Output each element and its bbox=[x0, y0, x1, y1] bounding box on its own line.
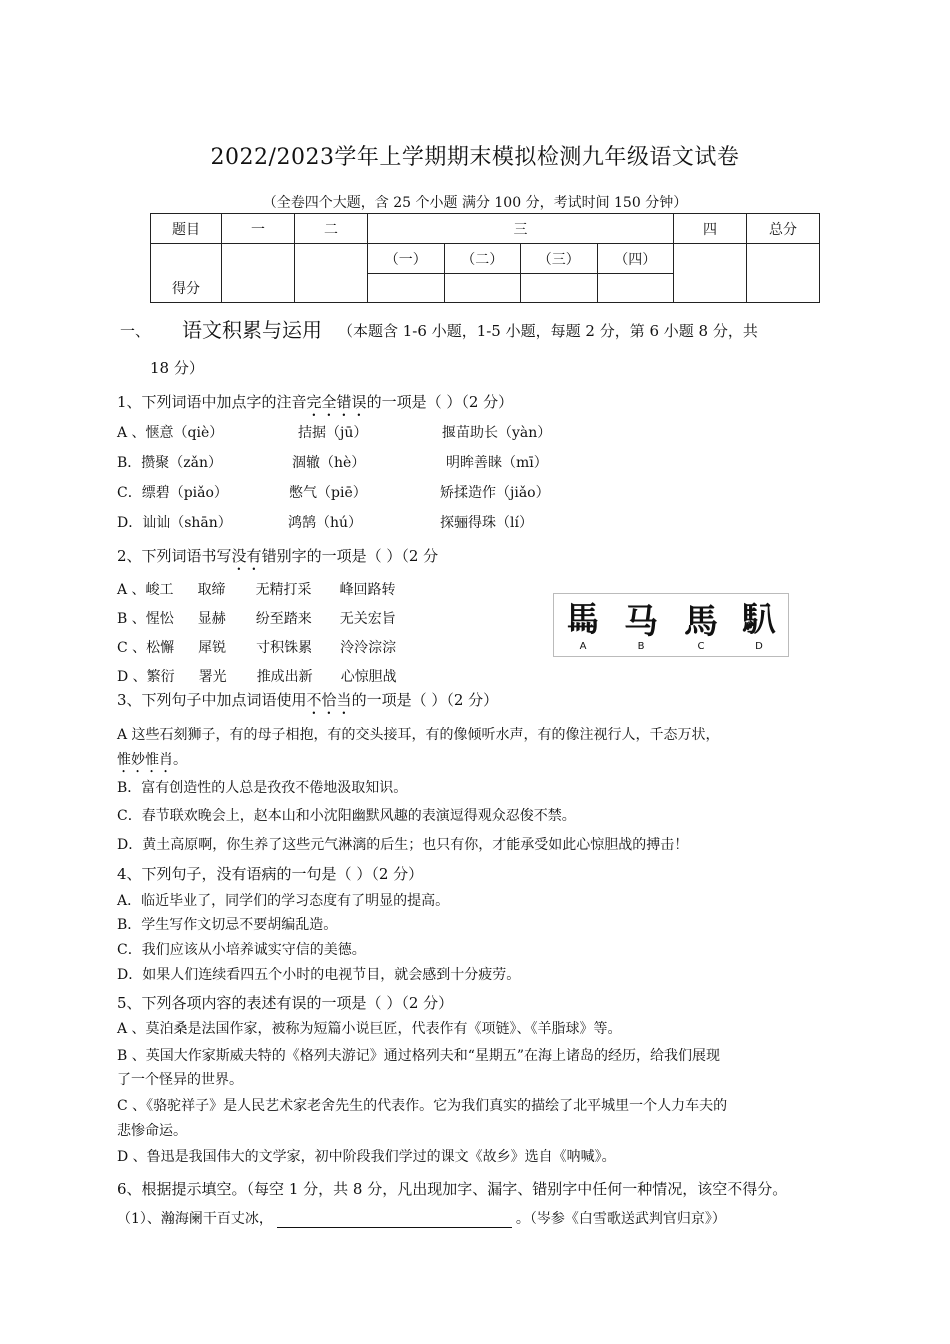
q3-option-b: B．富有创造性的人总是孜孜不倦地汲取知识。 bbox=[117, 780, 408, 796]
q2-option-d: D 、繁衍 署光 推成出新 心惊胆战 bbox=[117, 669, 397, 685]
q5-option-c-cont: 悲惨命运。 bbox=[117, 1123, 187, 1139]
exam-title: 2022/2023学年上学期期末模拟检测九年级语文试卷 bbox=[210, 145, 740, 170]
glyph-label-b: B bbox=[637, 641, 645, 652]
table-subheader-cell: （三） bbox=[521, 244, 598, 274]
score-cell[interactable] bbox=[597, 274, 674, 303]
glyph-d: 𩡩 bbox=[742, 599, 776, 640]
table-subheader-cell: （一） bbox=[368, 244, 445, 274]
score-cell[interactable] bbox=[295, 244, 368, 303]
q1-option-b: B．攒聚（zǎn） bbox=[117, 455, 223, 471]
q1-option-d: D．讪讪（shān） bbox=[117, 515, 232, 531]
score-cell[interactable] bbox=[747, 244, 820, 303]
q1-option-b-3: 明眸善睐（mī） bbox=[446, 455, 548, 471]
q3-option-a: A 这些石刻狮子，有的母子相抱，有的交头接耳，有的像倾听水声，有的像注视行人，千态万状， bbox=[117, 727, 720, 743]
q1-option-c-2: 憋气（piē） bbox=[289, 485, 367, 501]
score-cell[interactable] bbox=[444, 274, 521, 303]
section-note: （本题含 1-6 小题，1-5 小题，每题 2 分，第 6 小题 8 分，共 bbox=[338, 322, 758, 340]
score-cell[interactable] bbox=[521, 274, 598, 303]
score-cell[interactable] bbox=[368, 274, 445, 303]
q1-option-a-3: 揠苗助长（yàn） bbox=[442, 425, 552, 441]
q3-option-c: C．春节联欢晚会上，赵本山和小沈阳幽默风趣的表演逗得观众忍俊不禁。 bbox=[117, 808, 576, 824]
q3-option-d: D．黄土高原啊，你生养了这些元气淋漓的后生；也只有你，才能承受如此心惊胆战的搏击！ bbox=[117, 837, 689, 853]
table-header-cell: 三 bbox=[368, 214, 674, 244]
section-title: 语文积累与运用 bbox=[182, 318, 322, 342]
horse-character-evolution-image bbox=[553, 593, 789, 657]
score-cell[interactable] bbox=[674, 244, 747, 303]
glyph-b: 马 bbox=[624, 601, 658, 642]
q4-option-b: B．学生写作文切忌不要胡编乱造。 bbox=[117, 917, 338, 933]
q2-option-b: B 、惺忪 显赫 纷至踏来 无关宏旨 bbox=[117, 611, 396, 627]
glyph-a: 𩡧 bbox=[566, 599, 600, 640]
q2-option-c: C 、松懈 犀锐 寸积铢累 泠泠淙淙 bbox=[117, 640, 397, 656]
q4-option-a: A．临近毕业了，同学们的学习态度有了明显的提高。 bbox=[117, 893, 450, 909]
question-1-stem: 1、下列词语中加点字的注音完全错误的一项是（ ）（2 分） bbox=[117, 393, 514, 411]
glyph-label-a: A bbox=[579, 641, 587, 652]
q2-option-a: A 、峻工 取缔 无精打采 峰回路转 bbox=[117, 582, 396, 598]
q4-option-d: D．如果人们连续看四五个小时的电视节目，就会感到十分疲劳。 bbox=[117, 967, 521, 983]
q6-item-1: （1）、瀚海阑干百丈冰， 。（岑参《白雪歌送武判官归京》） bbox=[117, 1211, 726, 1227]
question-6-stem: 6、根据提示填空。（每空 1 分，共 8 分，凡出现加字、漏字、错别字中任何一种情况，该空不得分。 bbox=[117, 1180, 788, 1198]
q5-option-d: D 、鲁迅是我国伟大的文学家，初中阶段我们学过的课文《故乡》选自《呐喊》。 bbox=[117, 1149, 616, 1165]
glyph-label-c: C bbox=[697, 641, 705, 652]
glyph-c: 馬 bbox=[684, 601, 718, 642]
question-5-stem: 5、下列各项内容的表述有误的一项是（ ）（2 分） bbox=[117, 994, 454, 1012]
question-3-stem: 3、下列句子中加点词语使用不恰当的一项是（ ）（2 分） bbox=[117, 691, 499, 709]
q1-option-b-2: 涸辙（hè） bbox=[292, 455, 366, 471]
table-header-cell: 二 bbox=[295, 214, 368, 244]
q5-option-a: A 、莫泊桑是法国作家，被称为短篇小说巨匠，代表作有《项链》、《羊脂球》等。 bbox=[117, 1021, 622, 1037]
q4-option-c: C．我们应该从小培养诚实守信的美德。 bbox=[117, 942, 366, 958]
q1-option-a-2: 拮据（jū） bbox=[298, 425, 368, 441]
score-cell[interactable] bbox=[222, 244, 295, 303]
question-4-stem: 4、下列句子，没有语病的一句是（ ）（2 分） bbox=[117, 865, 424, 883]
table-header-cell: 总分 bbox=[747, 214, 820, 244]
section-number: 一、 bbox=[120, 322, 151, 340]
q1-option-d-3: 探骊得珠（lí） bbox=[440, 515, 533, 531]
table-subheader-cell: （四） bbox=[597, 244, 674, 274]
q5-option-c: C 、《骆驼祥子》是人民艺术家老舍先生的代表作。它为我们真实的描绘了北平城里一个人力车夫的 bbox=[117, 1098, 728, 1114]
q1-option-a: A 、惬意（qiè） bbox=[117, 425, 224, 441]
q1-option-d-2: 鸿鹄（hú） bbox=[288, 515, 363, 531]
table-header-cell: 题目 bbox=[151, 214, 222, 244]
fill-blank[interactable] bbox=[277, 1213, 512, 1228]
table-header-cell: 四 bbox=[674, 214, 747, 244]
q3-option-a-cont: 惟妙惟肖。 bbox=[117, 752, 187, 768]
q5-option-b: B 、英国大作家斯威夫特的《格列夫游记》通过格列夫和“星期五”在海上诸岛的经历，给我们展现 bbox=[117, 1048, 721, 1064]
score-table bbox=[150, 213, 820, 303]
section-note-cont: 18 分） bbox=[150, 359, 204, 377]
table-header-cell: 一 bbox=[222, 214, 295, 244]
table-subheader-cell: （二） bbox=[444, 244, 521, 274]
q1-option-c: C．缥碧（piǎo） bbox=[117, 485, 228, 501]
q1-option-c-3: 矫揉造作（jiǎo） bbox=[440, 485, 550, 501]
glyph-label-d: D bbox=[755, 641, 763, 652]
question-2-stem: 2、下列词语书写没有错别字的一项是（ ）（2 分 bbox=[117, 547, 439, 565]
q5-option-b-cont: 了一个怪异的世界。 bbox=[117, 1072, 243, 1088]
exam-subtitle: （全卷四个大题，含 25 个小题 满分 100 分，考试时间 150 分钟） bbox=[262, 195, 688, 211]
score-label: 得分 bbox=[151, 244, 222, 303]
